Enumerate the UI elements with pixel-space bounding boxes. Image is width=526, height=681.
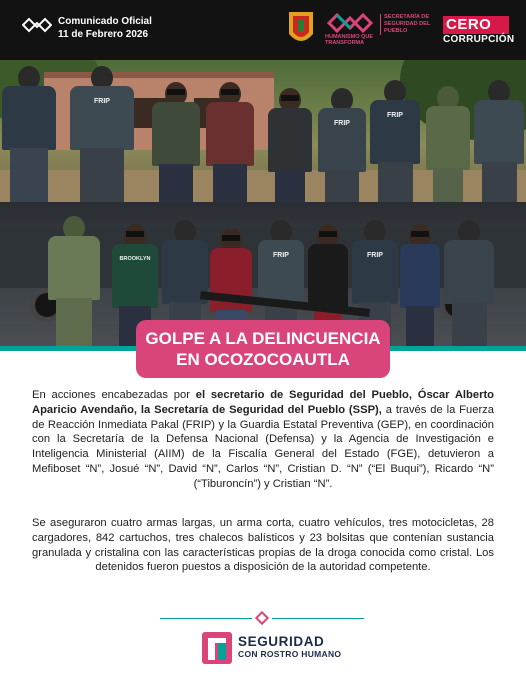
cero-corrupcion-logo <box>443 16 515 46</box>
detainee-figure <box>206 82 254 202</box>
footer-line-2: CON ROSTRO HUMANO <box>238 649 342 659</box>
humanismo-mark-icon <box>325 12 375 34</box>
soldier-figure <box>426 86 470 202</box>
p1-bold: el secretario de Seguridad del Pueblo, Óscar Alberto Aparicio Avendaño, la Secretaría de Seguridad del Pueblo (SSP), <box>32 389 495 416</box>
headline-line-2: EN OCOZOCOAUTLA <box>176 350 350 369</box>
officer-figure <box>70 66 134 202</box>
detainee-figure <box>152 82 200 202</box>
body-paragraph-2: Se aseguraron cuatro armas largas, un arma corta, cuatro vehículos, tres motocicletas, 28 cargadores, 842 cartuchos, tres chalecos balísticos y 23 bolsitas que contenían sustancia granulada y cristalina con las características propias de la droga conocida como cristal. Los detenidos fueron puestos a disposición de la autoridad competente. <box>32 517 494 574</box>
vest-tag: FRIP <box>94 98 110 105</box>
communique-date: 11 de Febrero 2026 <box>58 29 149 40</box>
divider-left <box>160 618 252 619</box>
vest-tag: FRIP <box>334 120 350 127</box>
officer-figure <box>474 80 524 202</box>
humanismo-label: HUMANISMO QUE TRANSFORMA <box>325 34 373 46</box>
ssp-label: SECRETARÍA DE SEGURIDAD DEL PUEBLO <box>380 14 436 35</box>
headline-box <box>136 320 390 378</box>
headline-line-1: GOLPE A LA DELINCUENCIA <box>145 329 381 348</box>
detainee-figure <box>268 88 312 202</box>
body-paragraph-1 <box>32 388 494 492</box>
state-seal-icon <box>287 8 315 48</box>
diamond-ornament-icon <box>255 611 269 625</box>
header-bar <box>0 0 526 60</box>
government-logo-icon <box>22 16 52 34</box>
humanismo-logo <box>325 12 377 52</box>
corrupcion-label: CORRUPCIÓN <box>443 34 515 45</box>
p1-rest: a través de la Fuerza de Reacción Inmediata Pakal (FRIP) y la Guardia Estatal Preventiva (GEP), en coordinación con la Secretaría de la Defensa Nacional (Defensa) y la Agencia de Investigación e Inteligencia Ministerial (AIIM) de la Fiscalía General del Estado (FGE), detuvieron a Mefiboset “N”, Josué “N”, David “N”, Carlos “N”, Cristian D. “N” (“El Buqui”), Ricardo “N” (“Tiburoncín”) y Cristian “N”. <box>32 403 494 490</box>
officer-figure <box>370 80 420 202</box>
officer-figure <box>318 88 366 202</box>
officer-figure <box>444 220 494 348</box>
vest-tag: FRIP <box>387 112 403 119</box>
footer-slogan <box>238 634 341 660</box>
communique-title: Comunicado Oficial <box>58 16 152 27</box>
vest-tag: FRIP <box>273 252 289 259</box>
soldier-figure <box>48 216 100 348</box>
p1-lead: En acciones encabezadas por <box>32 389 196 401</box>
divider-right <box>272 618 364 619</box>
arrest-photo-top <box>0 60 526 202</box>
footer-line-1: SEGURIDAD <box>238 634 325 649</box>
detainee-figure <box>400 224 440 348</box>
officer-figure <box>2 66 56 202</box>
seguridad-logo-icon <box>202 632 232 664</box>
shirt-text: BROOKLYN <box>119 256 151 262</box>
cero-label: CERO <box>443 16 509 34</box>
vest-tag: FRIP <box>367 252 383 259</box>
communique-label <box>58 15 152 41</box>
